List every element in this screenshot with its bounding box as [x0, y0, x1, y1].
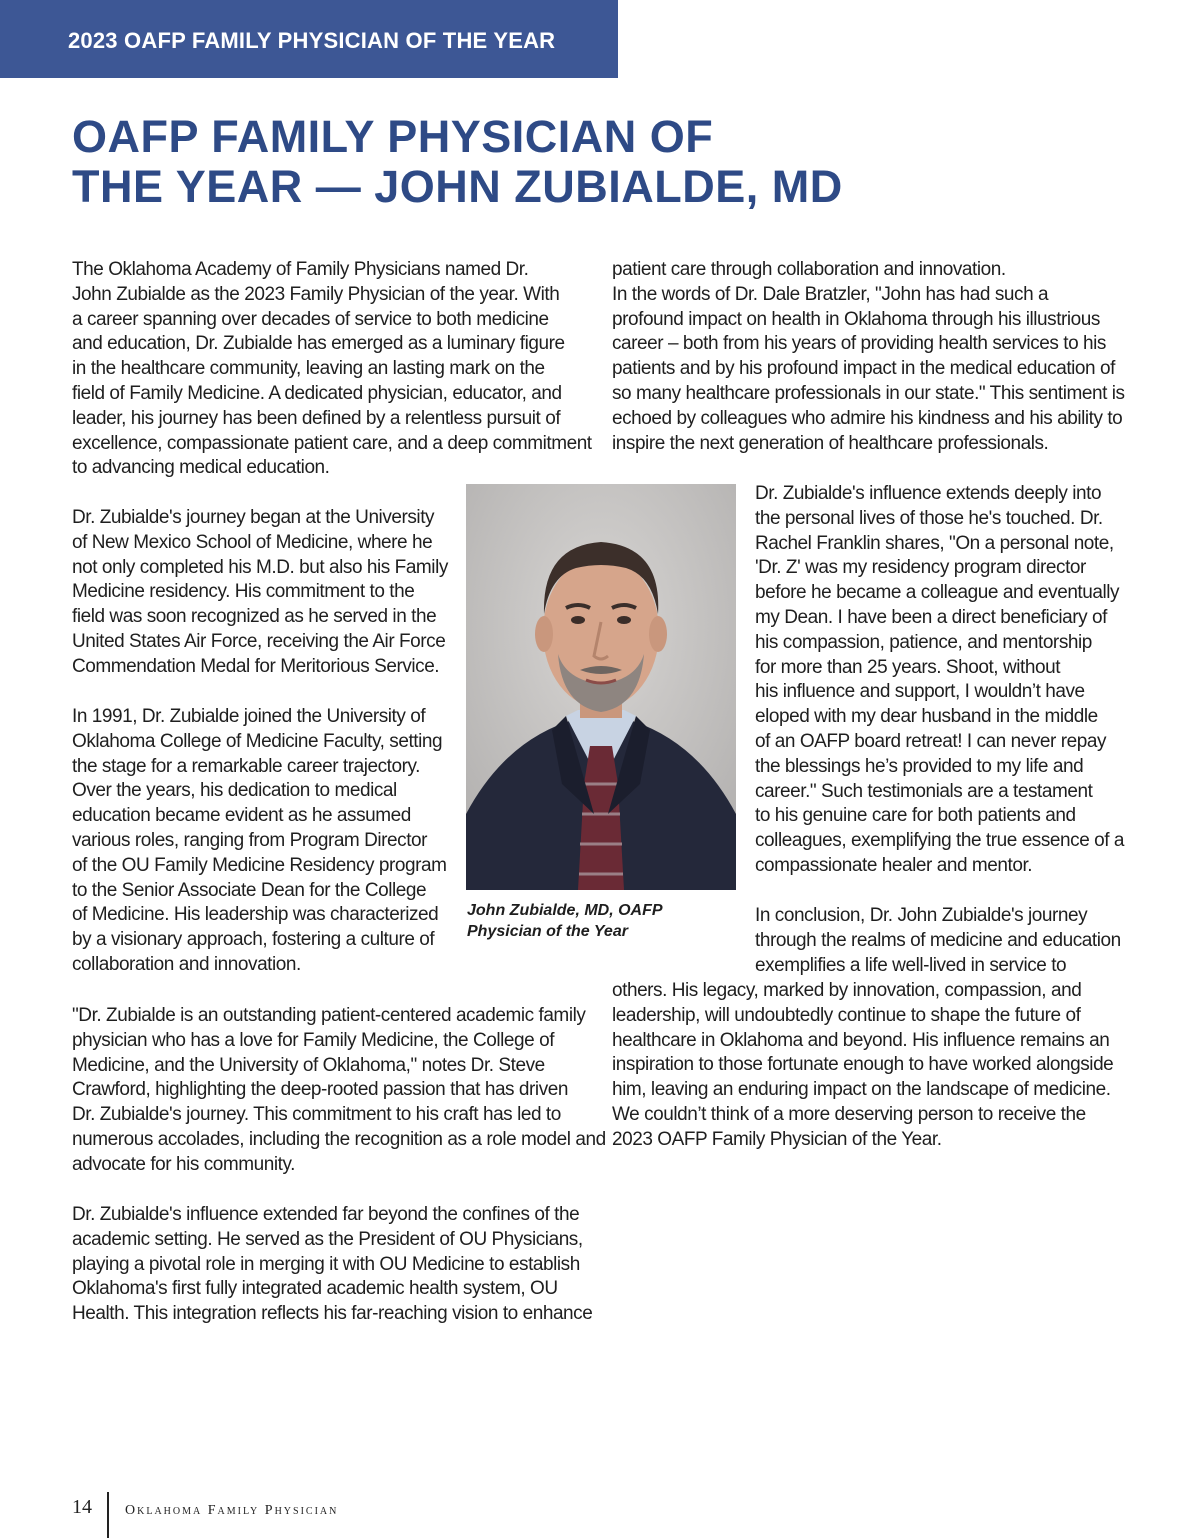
- text-line: Crawford, highlighting the deep-rooted passion that has driven: [72, 1079, 568, 1101]
- text-line: others. His legacy, marked by innovation, compassion, and: [612, 980, 1082, 1001]
- left-paragraph-1: [72, 258, 592, 481]
- text-line: Over the years, his dedication to medical: [72, 780, 397, 802]
- publication-name: Oklahoma Family Physician: [125, 1503, 339, 1518]
- text-line: Oklahoma College of Medicine Faculty, setting: [72, 730, 443, 752]
- text-line: the blessings he’s provided to my life and: [755, 755, 1084, 777]
- text-line: 'Dr. Z' was my residency program director: [755, 557, 1086, 579]
- text-line: career – both from his years of providing health services to his: [612, 333, 1106, 355]
- text-line: various roles, ranging from Program Director: [72, 829, 428, 851]
- text-line: of New Mexico School of Medicine, where he: [72, 531, 433, 553]
- text-line: of Medicine. His leadership was characterized: [72, 904, 439, 926]
- text-line: not only completed his M.D. but also his Family: [72, 556, 448, 578]
- text-line: Health. This integration reflects his far-reaching vision to enhance: [72, 1303, 593, 1325]
- portrait-illustration: [466, 484, 736, 890]
- text-line: compassionate healer and mentor.: [755, 854, 1033, 876]
- text-line: leadership, will undoubtedly continue to shape the future of: [612, 1004, 1081, 1026]
- text-line: academic setting. He served as the President of OU Physicians,: [72, 1228, 583, 1250]
- text-line: exemplifies a life well-lived in service to: [755, 954, 1067, 976]
- text-line: Rachel Franklin shares, "On a personal note,: [755, 532, 1114, 554]
- left-paragraph-3: [72, 705, 447, 978]
- text-line: Dr. Zubialde's influence extended far beyond the confines of the: [72, 1204, 580, 1225]
- text-line: Dr. Zubialde's journey. This commitment to his craft has led to: [72, 1104, 561, 1126]
- text-line: playing a pivotal role in merging it with OU Medicine to establish: [72, 1253, 580, 1275]
- headline-line: OAFP FAMILY PHYSICIAN OF: [72, 111, 714, 162]
- text-line: inspiration to those fortunate enough to have worked alongside: [612, 1054, 1114, 1076]
- footer-divider: [107, 1492, 109, 1538]
- text-line: field of Family Medicine. A dedicated physician, educator, and: [72, 382, 562, 404]
- photo-caption-line: John Zubialde, MD, OAFP: [467, 902, 663, 919]
- section-banner: [0, 0, 618, 78]
- text-line: In 1991, Dr. Zubialde joined the University of: [72, 706, 426, 727]
- photo-caption: [467, 900, 663, 942]
- text-line: 2023 OAFP Family Physician of the Year.: [612, 1128, 942, 1150]
- portrait-photo: [466, 484, 736, 890]
- text-line: to the Senior Associate Dean for the College: [72, 879, 427, 901]
- text-line: "Dr. Zubialde is an outstanding patient-centered academic family: [72, 1005, 586, 1026]
- text-line: Dr. Zubialde's journey began at the University: [72, 507, 435, 528]
- text-line: Medicine residency. His commitment to the: [72, 581, 415, 603]
- text-line: collaboration and innovation.: [72, 953, 301, 975]
- text-line: excellence, compassionate patient care, and a deep commitment: [72, 432, 592, 454]
- right-paragraph-3: [755, 904, 1121, 978]
- text-line: Medicine, and the University of Oklahoma," notes Dr. Steve: [72, 1054, 545, 1076]
- text-line: a career spanning over decades of service to both medicine: [72, 308, 549, 330]
- article-headline: [72, 112, 843, 212]
- text-line: patient care through collaboration and innovation.: [612, 259, 1006, 280]
- text-line: healthcare in Oklahoma and beyond. His influence remains an: [612, 1029, 1110, 1051]
- text-line: Dr. Zubialde's influence extends deeply into: [755, 483, 1102, 504]
- photo-caption-line: Physician of the Year: [467, 923, 628, 940]
- text-line: his compassion, patience, and mentorship: [755, 631, 1092, 653]
- text-line: profound impact on health in Oklahoma through his illustrious: [612, 308, 1100, 330]
- page-number: 14: [72, 1496, 92, 1518]
- text-line: the personal lives of those he's touched. Dr.: [755, 507, 1103, 529]
- text-line: of the OU Family Medicine Residency program: [72, 854, 447, 876]
- text-line: his influence and support, I wouldn’t have: [755, 681, 1085, 703]
- text-line: numerous accolades, including the recognition as a role model and: [72, 1128, 606, 1150]
- right-paragraph-1: [612, 258, 1125, 456]
- text-line: inspire the next generation of healthcare professionals.: [612, 432, 1049, 454]
- text-line: and education, Dr. Zubialde has emerged as a luminary figure: [72, 333, 565, 355]
- text-line: John Zubialde as the 2023 Family Physician of the year. With: [72, 283, 560, 305]
- left-paragraph-5: [72, 1203, 592, 1327]
- text-line: for more than 25 years. Shoot, without: [755, 656, 1061, 678]
- text-line: patients and by his profound impact in the medical education of: [612, 358, 1115, 380]
- text-line: advocate for his community.: [72, 1153, 295, 1175]
- text-line: in the healthcare community, leaving an lasting mark on the: [72, 358, 545, 380]
- text-line: to his genuine care for both patients and: [755, 805, 1076, 827]
- left-paragraph-4: [72, 1004, 606, 1178]
- text-line: Oklahoma's first fully integrated academic health system, OU: [72, 1278, 558, 1300]
- text-line: echoed by colleagues who admire his kindness and his ability to: [612, 407, 1123, 429]
- text-line: the stage for a remarkable career trajectory.: [72, 755, 420, 777]
- right-paragraph-4: [612, 979, 1113, 1153]
- text-line: so many healthcare professionals in our state." This sentiment is: [612, 382, 1125, 404]
- text-line: In conclusion, Dr. John Zubialde's journey: [755, 905, 1088, 926]
- text-line: field was soon recognized as he served in the: [72, 606, 437, 628]
- text-line: of an OAFP board retreat! I can never repay: [755, 730, 1107, 752]
- text-line: before he became a colleague and eventually: [755, 582, 1120, 604]
- text-line: through the realms of medicine and education: [755, 929, 1121, 951]
- text-line: Commendation Medal for Meritorious Service.: [72, 655, 440, 677]
- text-line: colleagues, exemplifying the true essence of a: [755, 830, 1125, 852]
- text-line: him, leaving an enduring impact on the landscape of medicine.: [612, 1079, 1111, 1101]
- headline-line: THE YEAR — JOHN ZUBIALDE, MD: [72, 161, 843, 212]
- text-line: leader, his journey has been defined by a relentless pursuit of: [72, 407, 561, 429]
- text-line: my Dean. I have been a direct beneficiary of: [755, 606, 1107, 628]
- text-line: eloped with my dear husband in the middle: [755, 706, 1098, 728]
- text-line: career." Such testimonials are a testament: [755, 780, 1093, 802]
- text-line: In the words of Dr. Dale Bratzler, "John has had such a: [612, 283, 1049, 305]
- text-line: United States Air Force, receiving the Air Force: [72, 630, 446, 652]
- right-paragraph-2: [755, 482, 1124, 879]
- text-line: education became evident as he assumed: [72, 805, 411, 827]
- text-line: by a visionary approach, fostering a culture of: [72, 929, 435, 951]
- text-line: The Oklahoma Academy of Family Physicians named Dr.: [72, 259, 529, 280]
- text-line: physician who has a love for Family Medicine, the College of: [72, 1029, 555, 1051]
- section-banner-label: 2023 OAFP FAMILY PHYSICIAN OF THE YEAR: [68, 28, 556, 53]
- text-line: We couldn’t think of a more deserving person to receive the: [612, 1103, 1086, 1125]
- left-paragraph-2: [72, 506, 448, 680]
- text-line: to advancing medical education.: [72, 457, 330, 479]
